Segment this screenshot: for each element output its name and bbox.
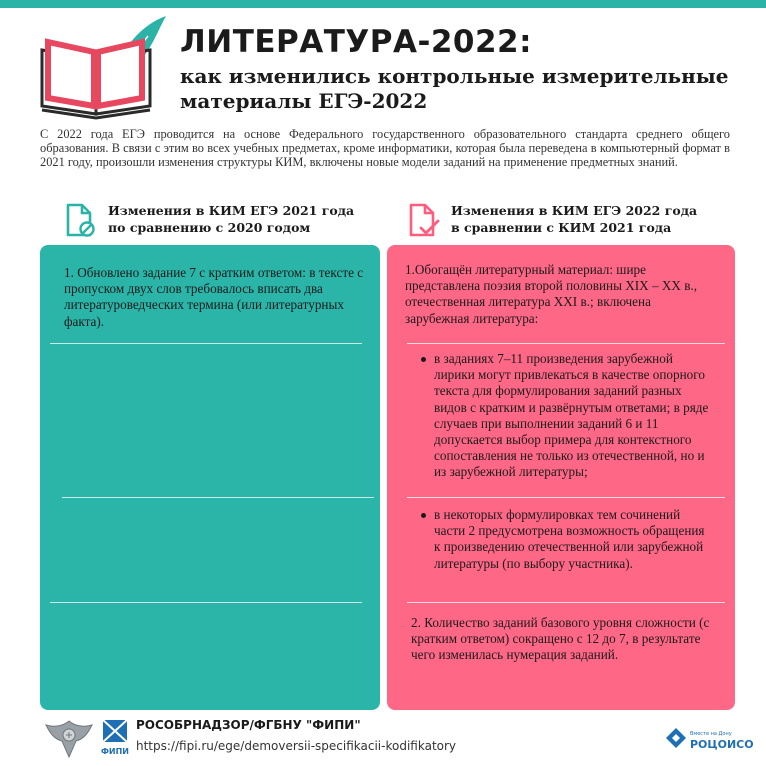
right-changes-panel <box>387 245 735 710</box>
book-quill-logo-icon <box>38 14 168 122</box>
left-column-heading-text: Изменения в КИМ ЕГЭ 2021 года по сравнению с 2020 годом <box>108 203 355 235</box>
page-subtitle: как изменились контрольные измерительные материалы ЕГЭ-2022 <box>180 64 729 113</box>
right-column-heading-text: Изменения в КИМ ЕГЭ 2022 года в сравнении с КИМ 2021 года <box>451 203 698 235</box>
document-blocked-icon <box>62 202 98 238</box>
right-change-item-2: 2. Количество заданий базового уровня сложности (с кратким ответом) сокращено с 12 до 7, в результате чего изменилась нумерация заданий. <box>411 615 710 663</box>
panel-divider <box>407 602 725 603</box>
fipi-logo-icon <box>100 718 130 758</box>
footer-organization: РОСОБРНАДЗОР/ФГБНУ "ФИПИ" <box>136 718 361 732</box>
bullet-dot <box>421 357 426 362</box>
footer-url-link[interactable]: https://fipi.ru/ege/demoversii-specifikacii-kodifikatory <box>136 739 457 753</box>
document-check-icon <box>405 202 441 238</box>
right-change-item-1: 1.Обогащён литературный материал: шире представлена поэзия второй половины XIX – XX в., отечественная литература XXI в.; включена зарубежная литература: <box>405 262 698 326</box>
partner-name: РОЦОИСО <box>690 738 754 751</box>
right-bullet-1 <box>421 351 711 481</box>
panel-divider <box>407 497 725 498</box>
panel-divider <box>50 602 362 603</box>
rosobrnadzor-emblem-icon <box>44 717 94 761</box>
bullet-dot <box>421 513 426 518</box>
panel-divider <box>62 497 374 498</box>
top-accent-bar <box>0 0 766 8</box>
right-bullet-1-text: в заданиях 7–11 произведения зарубежной лирики могут привлекаться в качестве опорного текста для формулирования заданий разных видов с кратким и развёрнутым ответами; в ряде случаев при выполнении заданий 6 и 11 допускается выбор примера для контекстного сопоставления не только из отечественной, но и из зарубежной литературы; <box>434 351 709 480</box>
page-title: ЛИТЕРАТУРА-2022: <box>180 24 533 60</box>
left-column-heading <box>62 202 358 238</box>
panel-divider <box>50 343 362 344</box>
rocoiso-logo-icon <box>664 724 756 754</box>
left-change-item-1: 1. Обновлено задание 7 с кратким ответом: в тексте с пропуском двух слов требовалось вписать два литературоведческих термина (или литературных факта). <box>64 265 364 329</box>
right-bullet-2-text: в некоторых формулировках тем сочинений части 2 предусмотрена возможность обращения к произведению отечественной или зарубежной литературы (по выбору участника). <box>434 507 705 571</box>
partner-tagline: Вместе на Дону <box>690 731 732 737</box>
intro-paragraph: С 2022 года ЕГЭ проводится на основе Федерального государственного образовательного стандарта среднего общего образования. В связи с этим во всех учебных предметах, кроме информатики, которая была переведена в компьютерный формат в 2021 году, произошли изменения структуры КИМ, включены новые модели заданий на применение предметных знаний. <box>40 127 730 169</box>
panel-divider <box>407 343 725 344</box>
right-column-heading <box>405 202 701 238</box>
left-changes-panel <box>40 245 380 710</box>
right-bullet-2 <box>421 507 711 572</box>
fipi-label: ФИПИ <box>100 747 130 756</box>
